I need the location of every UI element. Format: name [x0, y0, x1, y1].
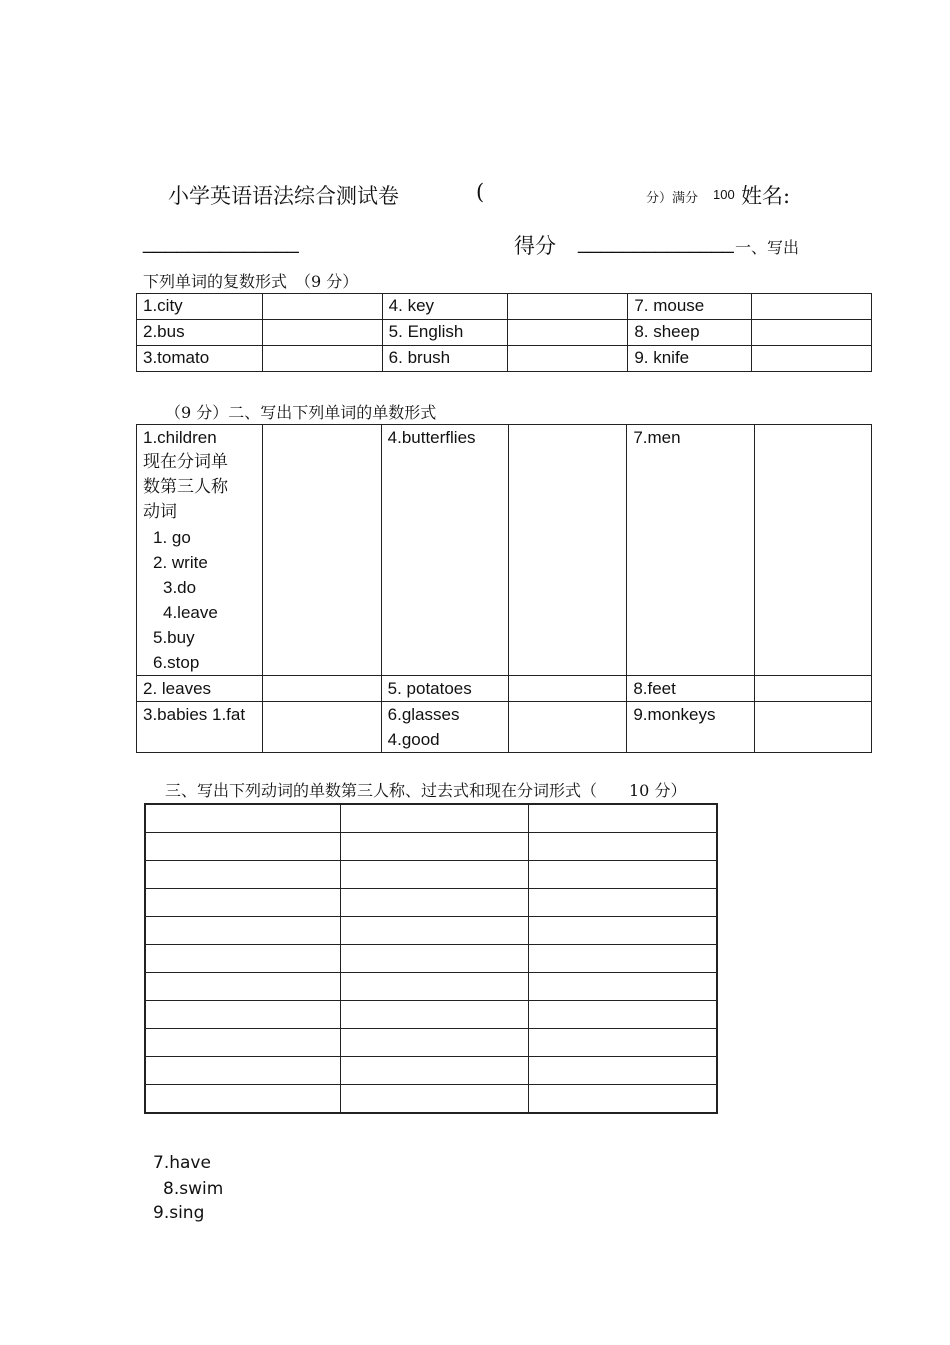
cell-line: 6.glasses	[387, 705, 460, 724]
cell-line: 现在分词单	[143, 452, 228, 472]
table-row	[137, 676, 872, 702]
answer-cell[interactable]	[529, 804, 717, 833]
answer-cell[interactable]	[529, 1029, 717, 1057]
answer-cell[interactable]	[529, 1085, 717, 1114]
answer-cell[interactable]	[752, 320, 872, 346]
table-row	[137, 702, 872, 753]
answer-cell[interactable]	[145, 889, 340, 917]
answer-cell[interactable]	[145, 973, 340, 1001]
word-cell	[381, 702, 508, 753]
list-item: 7.have	[153, 1153, 211, 1173]
plural-forms-table	[136, 293, 872, 372]
answer-cell[interactable]	[340, 945, 528, 973]
answer-cell[interactable]	[262, 676, 381, 702]
answer-cell[interactable]	[755, 425, 872, 676]
word-cell: 5. potatoes	[381, 676, 508, 702]
answer-cell[interactable]	[340, 1029, 528, 1057]
answer-cell[interactable]	[508, 425, 627, 676]
cell-line: 1. go	[153, 528, 191, 547]
answer-cell[interactable]	[340, 804, 528, 833]
answer-cell[interactable]	[529, 945, 717, 973]
table-row	[145, 1029, 717, 1057]
answer-cell[interactable]	[755, 676, 872, 702]
answer-cell[interactable]	[340, 833, 528, 861]
table-row	[137, 425, 872, 676]
answer-cell[interactable]	[529, 1001, 717, 1029]
word-cell: 7. mouse	[628, 294, 752, 320]
cell-line: 1.children	[143, 428, 217, 447]
word-cell	[137, 425, 263, 676]
cell-line: 3.do	[163, 578, 197, 597]
answer-cell[interactable]	[262, 702, 381, 753]
word-cell: 3.tomato	[137, 346, 263, 372]
answer-cell[interactable]	[145, 804, 340, 833]
table-row	[137, 346, 872, 372]
full-score-value: 100	[713, 187, 735, 202]
answer-cell[interactable]	[145, 1057, 340, 1085]
section3-title: 三、写出下列动词的单数第三人称、过去式和现在分词形式（ 10 分）	[165, 781, 687, 800]
cell-line: 5.buy	[153, 628, 195, 647]
score-label: 得分	[514, 234, 556, 258]
list-item: 8.swim	[163, 1179, 224, 1199]
cell-line: 动词	[143, 502, 177, 522]
word-cell: 8.feet	[627, 676, 755, 702]
answer-cell[interactable]	[145, 1001, 340, 1029]
table-row	[145, 889, 717, 917]
answer-cell[interactable]	[340, 889, 528, 917]
table-row	[145, 1001, 717, 1029]
table-row	[145, 833, 717, 861]
word-cell: 3.babies 1.fat	[137, 702, 263, 753]
page-title: 小学英语语法综合测试卷	[168, 184, 399, 208]
singular-forms-table	[136, 424, 872, 753]
answer-cell[interactable]	[262, 425, 381, 676]
table-row	[145, 861, 717, 889]
answer-cell[interactable]	[340, 861, 528, 889]
section1-title-part1: 一、写出	[735, 238, 800, 257]
answer-cell[interactable]	[262, 346, 382, 372]
verb-forms-table	[144, 803, 718, 1114]
full-score-label: 分）满分	[646, 191, 699, 206]
answer-cell[interactable]	[507, 294, 628, 320]
answer-cell[interactable]	[340, 1001, 528, 1029]
title-paren: (	[476, 180, 485, 204]
answer-cell[interactable]	[145, 1085, 340, 1114]
answer-cell[interactable]	[529, 833, 717, 861]
word-cell: 2. leaves	[137, 676, 263, 702]
cell-line: 数第三人称	[143, 477, 228, 497]
answer-cell[interactable]	[529, 889, 717, 917]
answer-cell[interactable]	[340, 1057, 528, 1085]
cell-line: 4.good	[387, 730, 440, 749]
answer-cell[interactable]	[752, 294, 872, 320]
answer-cell[interactable]	[752, 346, 872, 372]
word-cell: 4. key	[382, 294, 507, 320]
name-blank[interactable]: ______________	[143, 232, 299, 254]
score-blank[interactable]: ______________	[578, 232, 734, 254]
answer-cell[interactable]	[507, 320, 628, 346]
word-cell: 8. sheep	[628, 320, 752, 346]
answer-cell[interactable]	[145, 917, 340, 945]
answer-cell[interactable]	[508, 702, 627, 753]
answer-cell[interactable]	[340, 973, 528, 1001]
cell-line: 2. write	[153, 553, 208, 572]
table-row	[137, 320, 872, 346]
answer-cell[interactable]	[507, 346, 628, 372]
answer-cell[interactable]	[529, 861, 717, 889]
answer-cell[interactable]	[508, 676, 627, 702]
cell-line: 6.stop	[153, 653, 200, 672]
table-row	[145, 804, 717, 833]
answer-cell[interactable]	[145, 1029, 340, 1057]
answer-cell[interactable]	[340, 917, 528, 945]
answer-cell[interactable]	[340, 1085, 528, 1114]
word-cell: 4.butterflies	[381, 425, 508, 676]
answer-cell[interactable]	[145, 833, 340, 861]
answer-cell[interactable]	[529, 1057, 717, 1085]
answer-cell[interactable]	[529, 973, 717, 1001]
answer-cell[interactable]	[145, 945, 340, 973]
section1-title-part2: 下列单词的复数形式 （9 分）	[143, 272, 359, 291]
word-cell: 5. English	[382, 320, 507, 346]
list-item: 9.sing	[153, 1203, 205, 1223]
word-cell: 2.bus	[137, 320, 263, 346]
answer-cell[interactable]	[755, 702, 872, 753]
word-cell: 7.men	[627, 425, 755, 676]
word-cell: 9. knife	[628, 346, 752, 372]
table-row	[137, 294, 872, 320]
answer-cell[interactable]	[262, 294, 382, 320]
name-label: 姓名:	[741, 184, 791, 208]
table-row	[145, 1057, 717, 1085]
word-cell: 1.city	[137, 294, 263, 320]
answer-cell[interactable]	[145, 861, 340, 889]
table-row	[145, 917, 717, 945]
section2-title: （9 分）二、写出下列单词的单数形式	[165, 403, 437, 422]
cell-line: 4.leave	[163, 603, 218, 622]
answer-cell[interactable]	[529, 917, 717, 945]
answer-cell[interactable]	[262, 320, 382, 346]
table-row	[145, 973, 717, 1001]
table-row	[145, 1085, 717, 1114]
word-cell: 6. brush	[382, 346, 507, 372]
word-cell: 9.monkeys	[627, 702, 755, 753]
table-row	[145, 945, 717, 973]
